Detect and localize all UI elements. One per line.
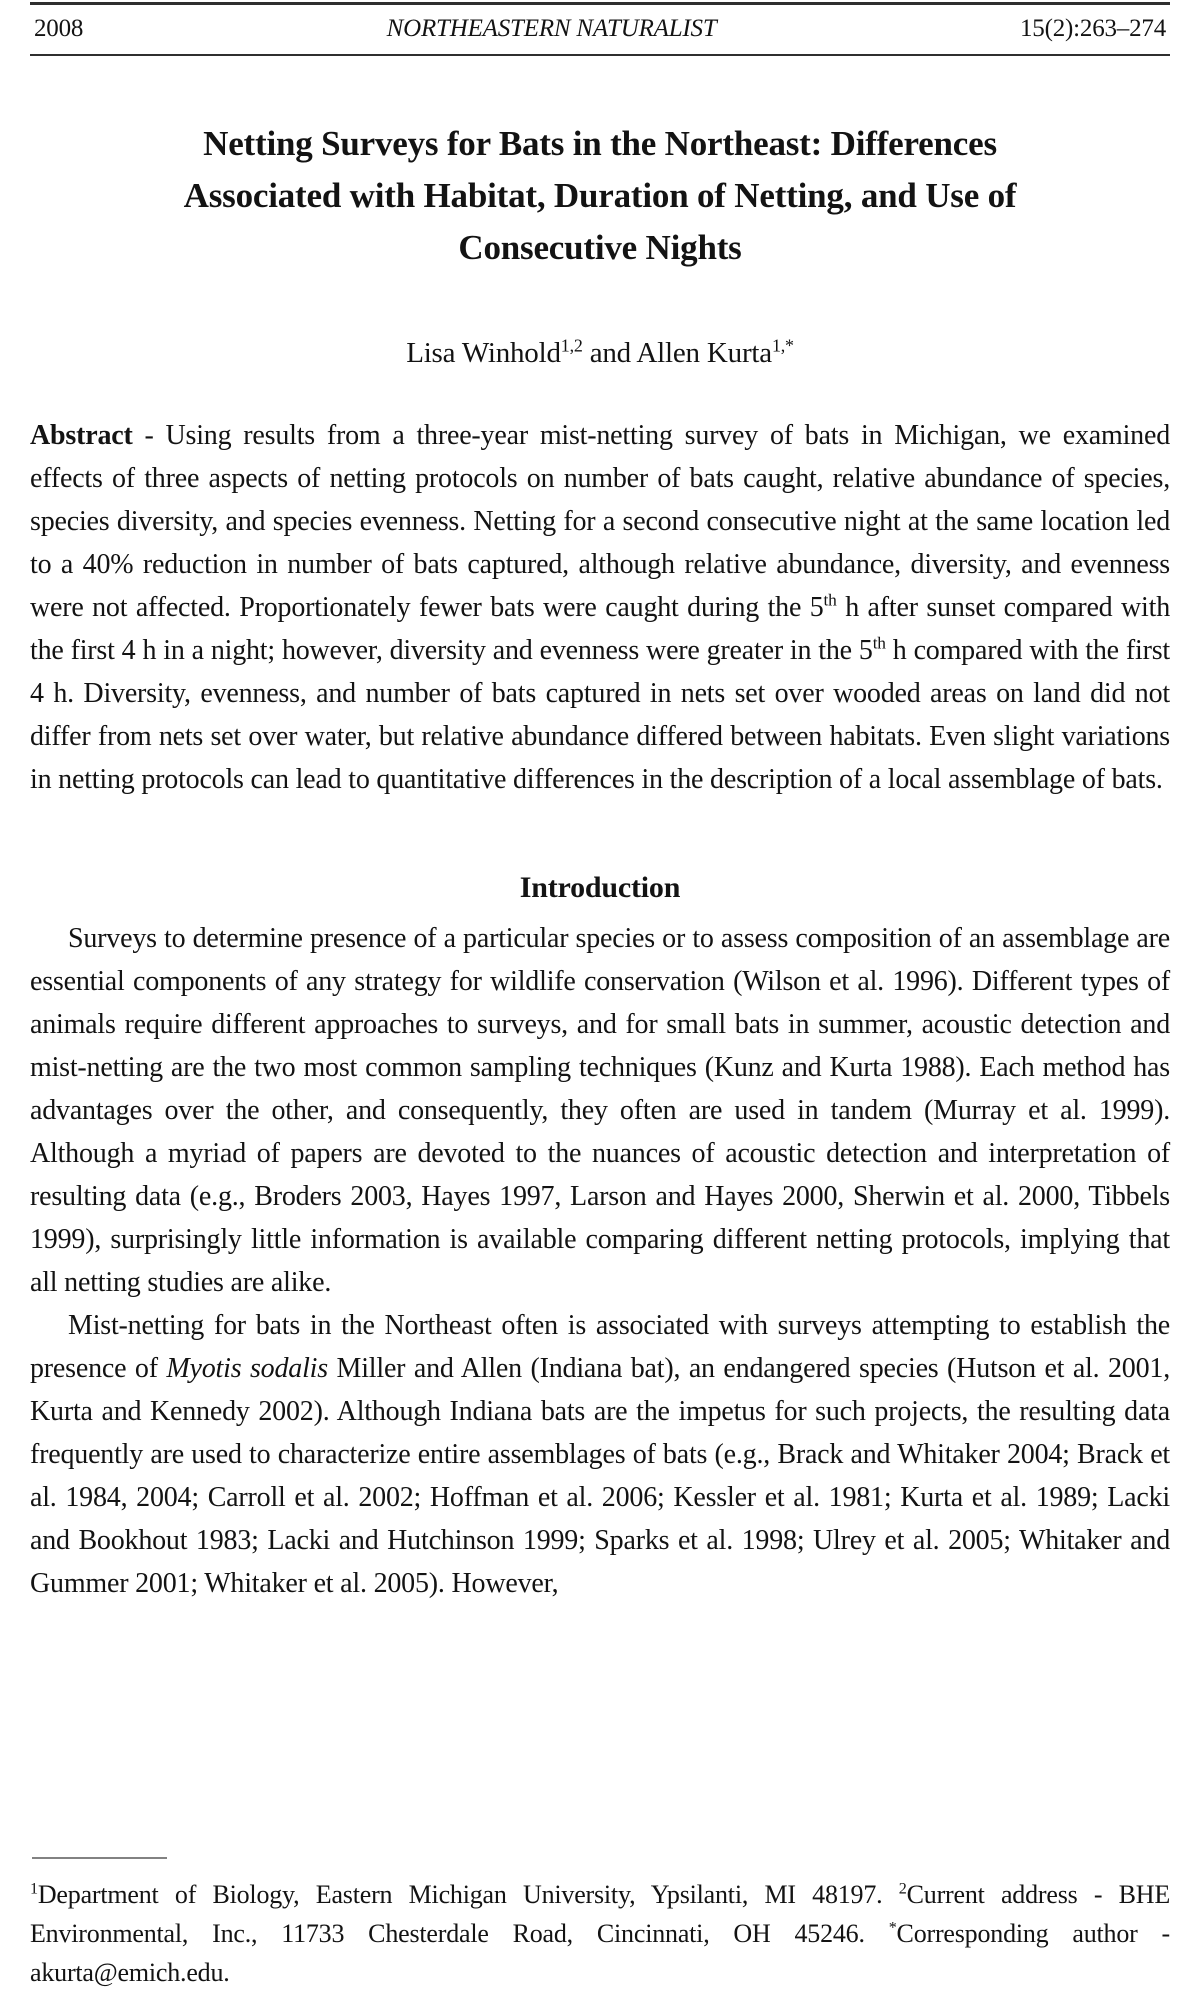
authors-line: Lisa Winhold$^{1,2}$ and Allen Kurta$^{1,*}$ <box>406 335 794 370</box>
journal-header <box>30 2 1170 56</box>
title-line-1: Netting Surveys for Bats in the Northeast: Differences <box>203 124 997 163</box>
intro-paragraph-1: Surveys to determine presence of a particular species or to assess composition of an assemblage are essential components of any strategy for wildlife conservation (Wilson et al. 1996). Different types of animals require different approaches to surveys, and for small bats in summer, acoustic detection and mist-netting are the two most common sampling techniques (Kunz and Kurta 1988). Each method has advantages over the other, and consequently, they often are used in tandem (Murray et al. 1999). Although a myriad of papers are devoted to the nuances of acoustic detection and interpretation of resulting data (e.g., Broders 2003, Hayes 1997, Larson and Hayes 2000, Sherwin et al. 2000, Tibbels 1999), surprisingly little information is available comparing different netting protocols, implying that all netting studies are alike. <box>30 923 1170 1299</box>
article-title <box>30 118 1170 274</box>
footnote-divider <box>32 1857 167 1859</box>
title-line-2: Associated with Habitat, Duration of Netting, and Use of <box>183 176 1017 215</box>
journal-header-row <box>30 5 1170 54</box>
section-heading-introduction: Introduction <box>519 871 681 905</box>
footnote-text: $^1$Department of Biology, Eastern Michigan University, Ypsilanti, MI 48197. $^2$Current address - BHE Environmental, Inc., 11733 Chesterdale Road, Cincinnati, OH 45246. *Corresponding author - akurta@emich.edu. <box>30 1880 1171 1987</box>
intro-paragraph-2: Mist-netting for bats in the Northeast often is associated with surveys attempting to establish the presence of Myotis sodalis Miller and Allen (Indiana bat), an endangered species (Hutson et al. 2001, Kurta and Kennedy 2002). Although Indiana bats are the impetus for such projects, the resulting data frequently are used to characterize entire assemblages of bats (e.g., Brack and Whitaker 2004; Brack et al. 1984, 2004; Carroll et al. 2002; Hoffman et al. 2006; Kessler et al. 1981; Kurta et al. 1989; Lacki and Bookhout 1983; Lacki and Hutchinson 1999; Sparks et al. 1998; Ulrey et al. 2005; Whitaker and Gummer 2001; Whitaker et al. 2005). However, <box>30 1310 1170 1600</box>
journal-citation: 15(2):263–274 <box>1020 15 1166 42</box>
abstract-paragraph: Abstract - Using results from a three-year mist-netting survey of bats in Michigan, we examined effects of three aspects of netting protocols on number of bats caught, relative abundance of species, species diversity, and species evenness. Netting for a second consecutive night at the same location led to a 40% reduction in number of bats captured, although relative abundance, diversity, and evenness were not affected. Proportionately fewer bats were caught during the 5th h after sunset compared with the first 4 h in a night; however, diversity and evenness were greater in the 5th h compared with the first 4 h. Diversity, evenness, and number of bats captured in nets set over wooded areas on land did not differ from nets set over water, but relative abundance differed between habitats. Even slight variations in netting protocols can lead to quantitative differences in the description of a local assemblage of bats. <box>30 420 1170 796</box>
journal-year: 2008 <box>34 15 84 42</box>
journal-name: NORTHEASTERN NATURALIST <box>386 15 717 42</box>
title-line-3: Consecutive Nights <box>458 228 742 267</box>
footnote-block <box>30 1857 1170 1996</box>
